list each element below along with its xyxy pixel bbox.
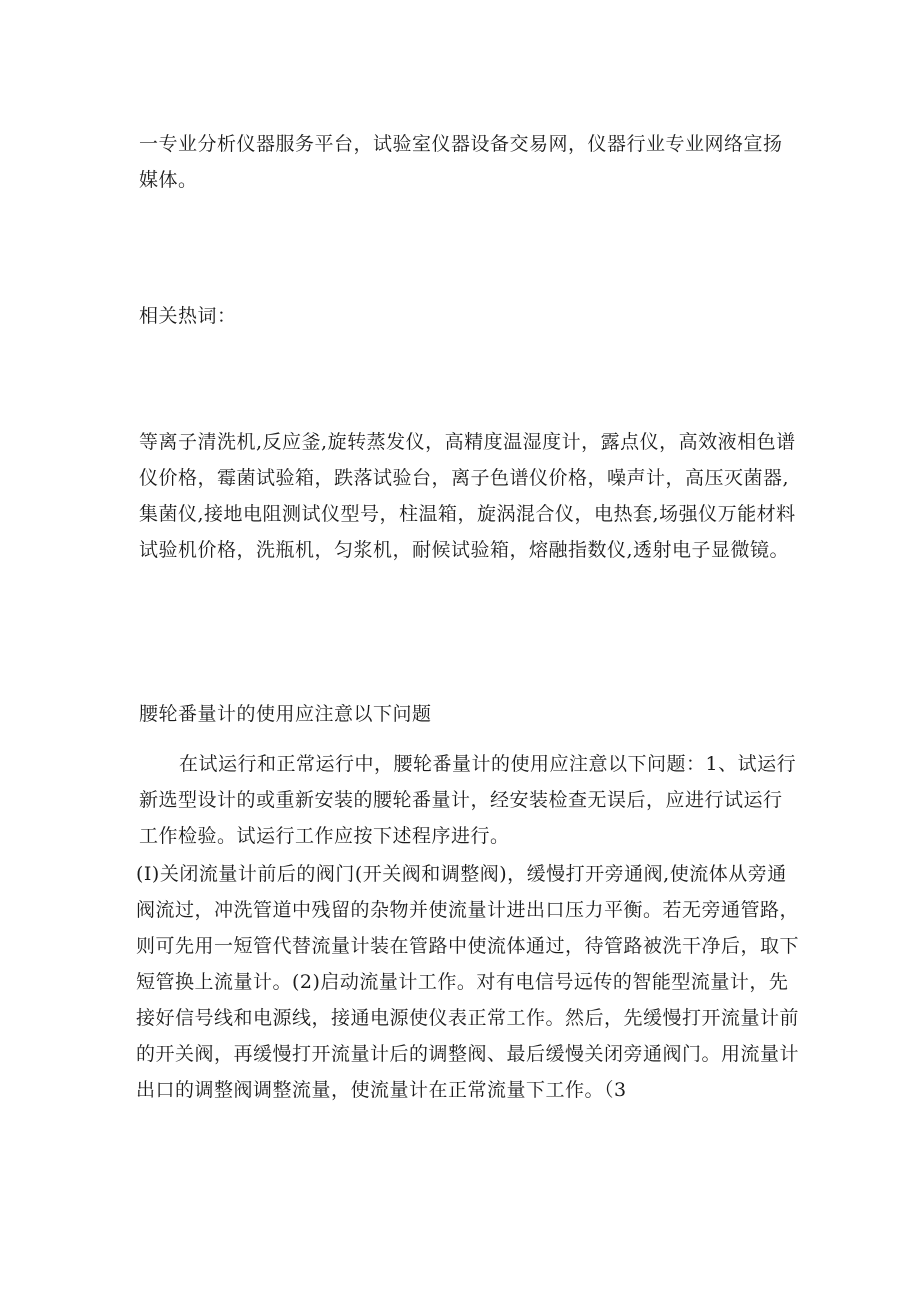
body-paragraph-1: 在试运行和正常运行中，腰轮番量计的使用应注意以下问题：1、试运行新选型设计的或重新安装的腰轮番量计，经安装检查无误后，应进行试运行工作检验。试运行工作应按下述程序进行。 [139,753,797,847]
hot-words-heading: 相关热词： [139,305,237,327]
section-title: 腰轮番量计的使用应注意以下问题 [139,703,432,725]
intro-paragraph: 一专业分析仪器服务平台，试验室仪器设备交易网，仪器行业专业网络宣扬媒体。 [139,133,783,191]
hot-words-paragraph: 等离子清洗机,反应釜,旋转蒸发仪，高精度温湿度计，露点仪，高效液相色谱仪价格，霉菌试验箱，跌落试验台，离子色谱仪价格，噪声计，高压灭菌器,集菌仪,接地电阻测试仪型号，柱温箱，旋涡混合仪，电热套,场强仪万能材料试验机价格，洗瓶机，匀浆机，耐候试验箱，熔融指数仪,透射电子显微镜。 [139,431,796,561]
body-paragraph-2: (I)关闭流量计前后的阀门(开关阀和调整阀)，缓慢打开旁通阀,使流体从旁通阀流过，冲洗管道中残留的杂物并使流量计进出口压力平衡。若无旁通管路，则可先用一短管代替流量计装在管路中使流体通过，待管路被洗干净后，取下短管换上流量计。(2)启动流量计工作。对有电信号远传的智能型流量计，先接好信号线和电源线，接通电源使仪表正常工作。然后，先缓慢打开流量计前的开关阀，再缓慢打开流量计后的调整阀、最后缓慢关闭旁通阀门。用流量计出口的调整阀调整流量，使流量计在正常流量下工作。（3 [136,863,800,1101]
